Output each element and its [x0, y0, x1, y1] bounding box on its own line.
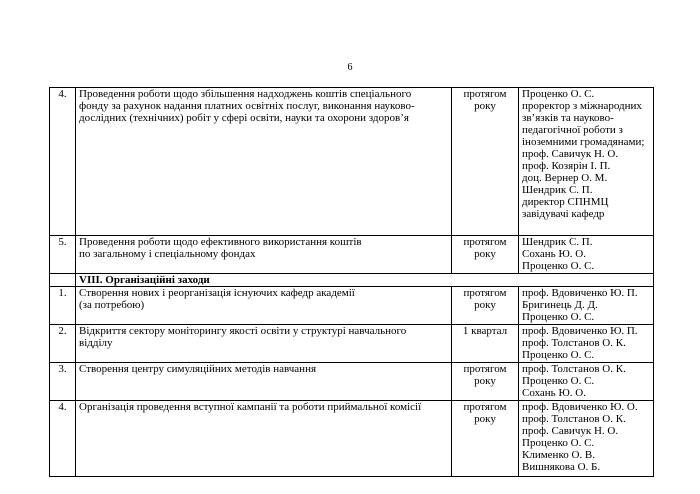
text-line: Бригинець Д. Д. — [522, 299, 598, 311]
page-number: 6 — [347, 62, 353, 73]
item-number: 4. — [50, 401, 76, 477]
text-line: доц. Вернер О. М. — [522, 172, 608, 184]
table-row — [50, 401, 654, 477]
text-line: проф. Вдовиченко Ю. П. — [522, 325, 638, 337]
section-title: VIII. Організаційні заходи — [76, 274, 654, 287]
table-row — [50, 236, 654, 274]
item-number: 1. — [50, 287, 76, 325]
text-line: дослідних (технічних) робіт у сфері освіти, науки та охорони здоров’я — [79, 112, 409, 124]
text-line: проф. Вдовиченко Ю. О. — [522, 401, 638, 413]
task-cell — [76, 88, 452, 236]
text-line: Проведення роботи щодо збільшення надходжень коштів спеціального — [79, 88, 412, 100]
text-line: року — [474, 248, 496, 260]
task-cell — [76, 287, 452, 325]
text-line: протягом — [463, 287, 507, 299]
text-line: Проценко О. С. — [522, 88, 595, 100]
text-line: іноземними громадянами; — [522, 136, 645, 148]
text-line: завідувачі кафедр — [522, 208, 605, 220]
text-line: відділу — [79, 337, 113, 349]
task-cell — [76, 363, 452, 401]
section-row — [50, 274, 654, 287]
text-line: протягом — [463, 363, 507, 375]
text-line: Шендрик С. П. — [522, 236, 593, 248]
text-line: Проведення роботи щодо ефективного використання коштів — [79, 236, 362, 248]
text-line: Шендрик С. П. — [522, 184, 593, 196]
term-cell — [452, 88, 519, 236]
text-line: протягом — [463, 88, 507, 100]
text-line: року — [474, 375, 496, 387]
text-line: Сохань Ю. О. — [522, 387, 586, 399]
item-number: 3. — [50, 363, 76, 401]
term-cell — [452, 401, 519, 477]
task-cell — [76, 325, 452, 363]
text-line: проф. Толстанов О. К. — [522, 363, 626, 375]
responsible-cell — [519, 236, 654, 274]
item-number: 5. — [50, 236, 76, 274]
text-line: року — [474, 299, 496, 311]
table-row — [50, 88, 654, 236]
text-line: Створення нових і реорганізація існуючих кафедр академії — [79, 287, 355, 299]
text-line: Організація проведення вступної кампанії та роботи приймальної комісії — [79, 401, 422, 413]
table-row — [50, 363, 654, 401]
text-line: Вишнякова О. Б. — [522, 461, 601, 473]
task-cell — [76, 236, 452, 274]
text-line: проректор з міжнародних — [522, 100, 642, 112]
text-line: Відкриття сектору моніторингу якості освіти у структурі навчального — [79, 325, 407, 337]
text-line: педагогічної роботи з — [522, 124, 623, 136]
text-line: Клименко О. В. — [522, 449, 596, 461]
text-line: проф. Толстанов О. К. — [522, 337, 626, 349]
item-number: 4. — [50, 88, 76, 236]
item-number: 2. — [50, 325, 76, 363]
text-line: Проценко О. С. — [522, 437, 595, 449]
text-line: Проценко О. С. — [522, 311, 595, 323]
text-line: Проценко О. С. — [522, 260, 595, 272]
table-row — [50, 287, 654, 325]
text-line: Створення центру симуляційних методів навчання — [79, 363, 317, 375]
text-line: директор СПНМЦ — [522, 196, 609, 208]
term-cell — [452, 325, 519, 363]
section-number-cell — [50, 274, 76, 287]
responsible-cell — [519, 363, 654, 401]
responsible-cell — [519, 88, 654, 236]
text-line: протягом — [463, 236, 507, 248]
plan-table — [49, 87, 654, 477]
text-line: Сохань Ю. О. — [522, 248, 586, 260]
text-line: фонду за рахунок надання платних освітніх послуг, виконання науково- — [79, 100, 415, 112]
plan-table-body — [50, 88, 654, 477]
responsible-cell — [519, 325, 654, 363]
text-line: проф. Савичук Н. О. — [522, 148, 619, 160]
text-line: року — [474, 413, 496, 425]
term-cell — [452, 363, 519, 401]
term-cell — [452, 236, 519, 274]
text-line: проф. Толстанов О. К. — [522, 413, 626, 425]
text-line: проф. Козярін І. П. — [522, 160, 611, 172]
table-row — [50, 325, 654, 363]
text-line: проф. Савичук Н. О. — [522, 425, 619, 437]
text-line: зв’язків та науково- — [522, 112, 614, 124]
text-line: протягом — [463, 401, 507, 413]
text-line: (за потребою) — [79, 299, 145, 311]
term-cell — [452, 287, 519, 325]
text-line: 1 квартал — [462, 325, 508, 337]
text-line: року — [474, 100, 496, 112]
text-line: проф. Вдовиченко Ю. П. — [522, 287, 638, 299]
text-line: по загальному і спеціальному фондах — [79, 248, 256, 260]
text-line: Проценко О. С. — [522, 349, 595, 361]
responsible-cell — [519, 287, 654, 325]
text-line: Проценко О. С. — [522, 375, 595, 387]
responsible-cell — [519, 401, 654, 477]
task-cell — [76, 401, 452, 477]
